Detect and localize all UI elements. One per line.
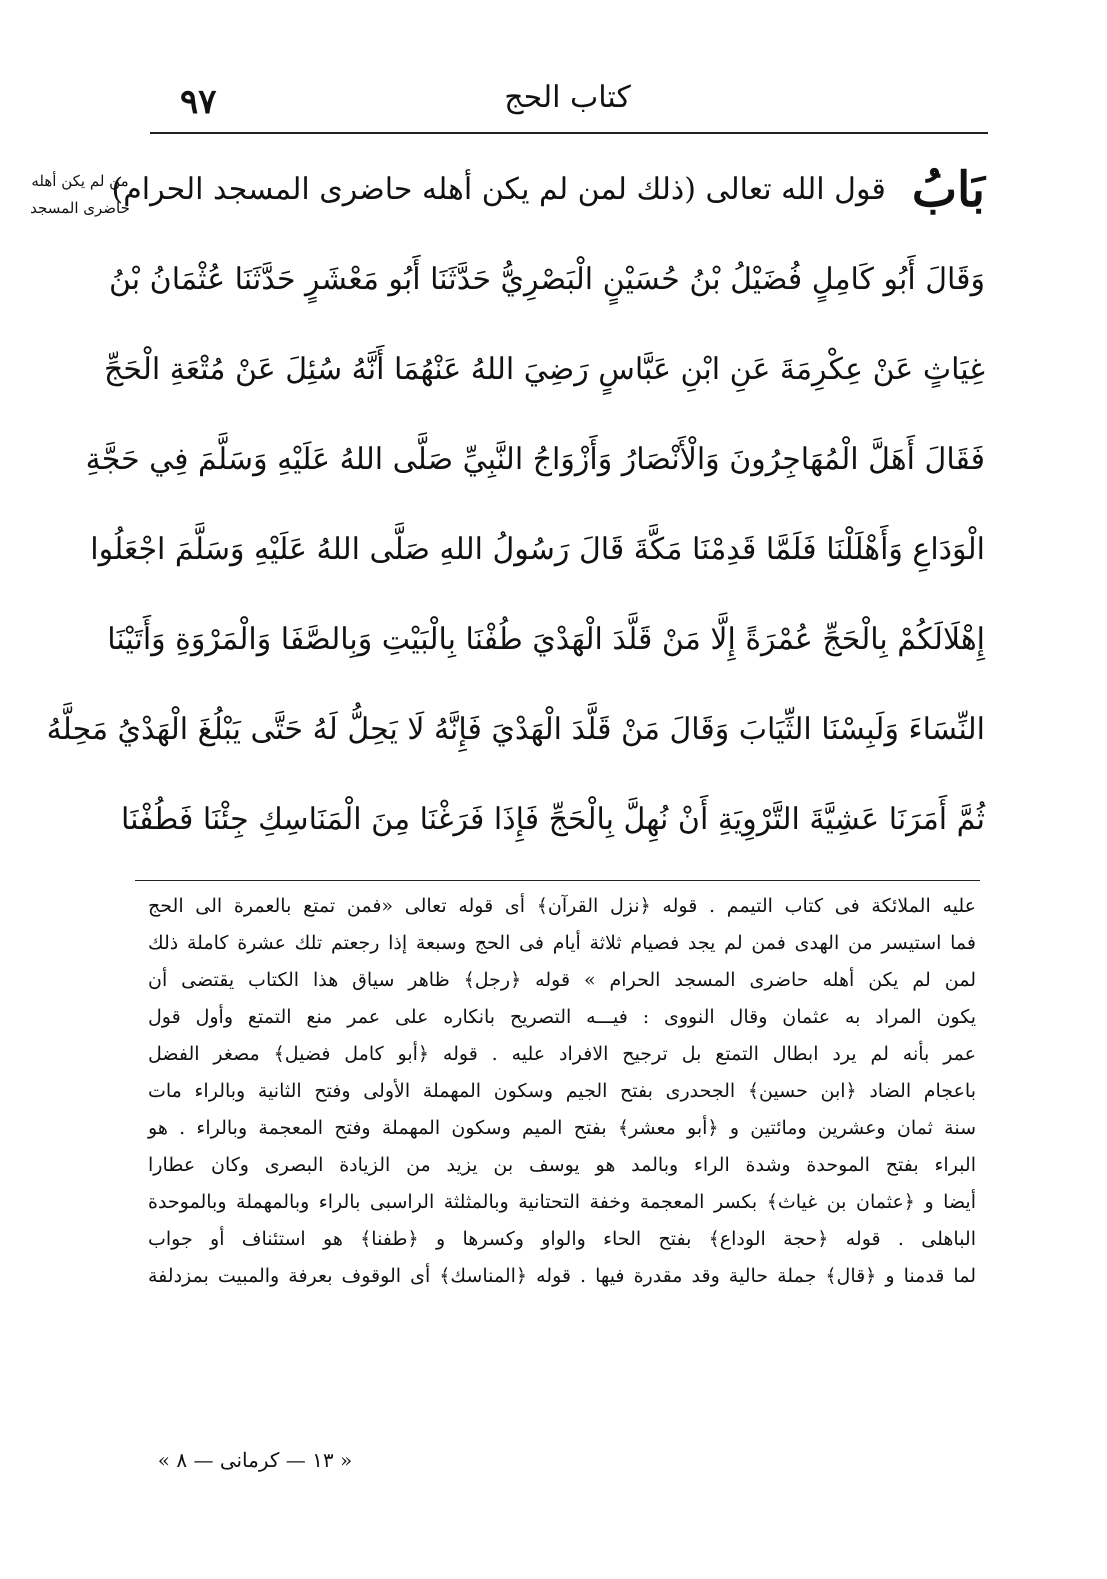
chapter-heading <box>111 150 985 230</box>
footnote-line: لما قدمنا و ﴿قال﴾ جملة حالية وقد مقدرة فيها . قوله ﴿المناسك﴾ أى الوقوف بعرفة والمبيت بمزدلفة <box>148 1265 976 1287</box>
footnote-line: فما استيسر من الهدى فمن لم يجد فصيام ثلاثة أيام فى الحج وسبعة إذا رجعتم تلك عشرة كاملة ذلك <box>148 932 976 954</box>
margin-note: من لم يكن أهله حاضرى المسجد <box>30 172 130 217</box>
main-line: النِّسَاءَ وَلَبِسْنَا الثِّيَابَ وَقَالَ مَنْ قَلَّدَ الْهَدْيَ فَإِنَّهُ لَا يَحِلُّ لَهُ حَتَّى يَبْلُغَ الْهَدْيُ مَحِلَّهُ <box>46 712 985 747</box>
main-line: وَقَالَ أَبُو كَامِلٍ فُضَيْلُ بْنُ حُسَيْنٍ الْبَصْرِيُّ حَدَّثَنَا أَبُو مَعْشَرٍ حَدَّثَنَا عُثْمَانُ بْنُ <box>108 262 985 297</box>
footnote-line: البراء بفتح الموحدة وشدة الراء وبالمد هو يوسف بن يزيد من الزيادة البصرى وكان عطارا <box>148 1154 976 1176</box>
page-header <box>150 80 985 130</box>
footnote-line: عمر بأنه لم يرد ابطال التمتع بل ترجيح الافراد عليه . قوله ﴿أبو كامل فضيل﴾ مصغر الفضل <box>148 1043 976 1065</box>
footnote-line: لمن لم يكن أهله حاضرى المسجد الحرام » قوله ﴿رجل﴾ ظاهر سياق هذا الكتاب يقتضى أن <box>148 969 976 991</box>
footnote-line: باعجام الضاد ﴿ابن حسين﴾ الجحدرى بفتح الجيم وسكون المهملة الأولى وفتح الثانية وبالراء مات <box>148 1080 976 1102</box>
running-head: كتاب الحج <box>504 80 631 115</box>
main-line: فَقَالَ أَهَلَّ الْمُهَاجِرُونَ وَالْأَنْصَارُ وَأَزْوَاجُ النَّبِيِّ صَلَّى اللهُ عَلَيْهِ وَسَلَّمَ فِي حَجَّةِ <box>85 442 985 477</box>
main-line: ثُمَّ أَمَرَنَا عَشِيَّةَ التَّرْوِيَةِ أَنْ نُهِلَّ بِالْحَجِّ فَإِذَا فَرَغْنَا مِنَ الْمَنَاسِكِ جِئْنَا فَطُفْنَا <box>120 802 985 837</box>
footnote-rule <box>135 880 980 881</box>
main-line: الْوَدَاعِ وَأَهْلَلْنَا فَلَمَّا قَدِمْنَا مَكَّةَ قَالَ رَسُولُ اللهِ صَلَّى اللهُ عَلَيْهِ وَسَلَّمَ اجْعَلُوا <box>90 532 985 567</box>
header-rule <box>150 132 988 134</box>
footnote-line: سنة ثمان وعشرين ومائتين و ﴿أبو معشر﴾ بفتح الميم وسكون المهملة وفتح المعجمة وبالراء . هو <box>148 1117 976 1139</box>
footnote-line: أيضا و ﴿عثمان بن غياث﴾ بكسر المعجمة وخفة التحتانية وبالمثلثة الراسبى بالراء وبالمهملة وبالموحدة <box>148 1191 976 1213</box>
main-line: إِهْلَالَكُمْ بِالْحَجِّ عُمْرَةً إِلَّا مَنْ قَلَّدَ الْهَدْيَ طُفْنَا بِالْبَيْتِ وَبِالصَّفَا وَالْمَرْوَةِ وَأَتَيْنَا <box>107 622 985 657</box>
bab-title: بَابُ <box>911 162 985 218</box>
footnote-line: الباهلى . قوله ﴿حجة الوداع﴾ بفتح الحاء والواو وكسرها و ﴿طفنا﴾ هو استئناف أو جواب <box>148 1228 976 1250</box>
main-line: غِيَاثٍ عَنْ عِكْرِمَةَ عَنِ ابْنِ عَبَّاسٍ رَضِيَ اللهُ عَنْهُمَا أَنَّهُ سُئِلَ عَنْ مُتْعَةِ الْحَجِّ <box>103 352 985 387</box>
footnote-line: يكون المراد به عثمان وقال النووى : فيـــه التصريح بانكاره على عمر منع التمتع وأول قول <box>148 1006 976 1028</box>
chapter-heading-text: قول الله تعالى (ذلك لمن لم يكن أهله حاضرى المسجد الحرام) <box>111 172 886 207</box>
printer-signature: « ١٣ — كرمانى — ٨ » <box>157 1448 353 1472</box>
footnote-line: عليه الملائكة فى كتاب التيمم . قوله ﴿نزل القرآن﴾ أى قوله تعالى «فمن تمتع بالعمرة الى الحج <box>148 895 976 917</box>
page-number: ٩٧ <box>180 82 217 122</box>
